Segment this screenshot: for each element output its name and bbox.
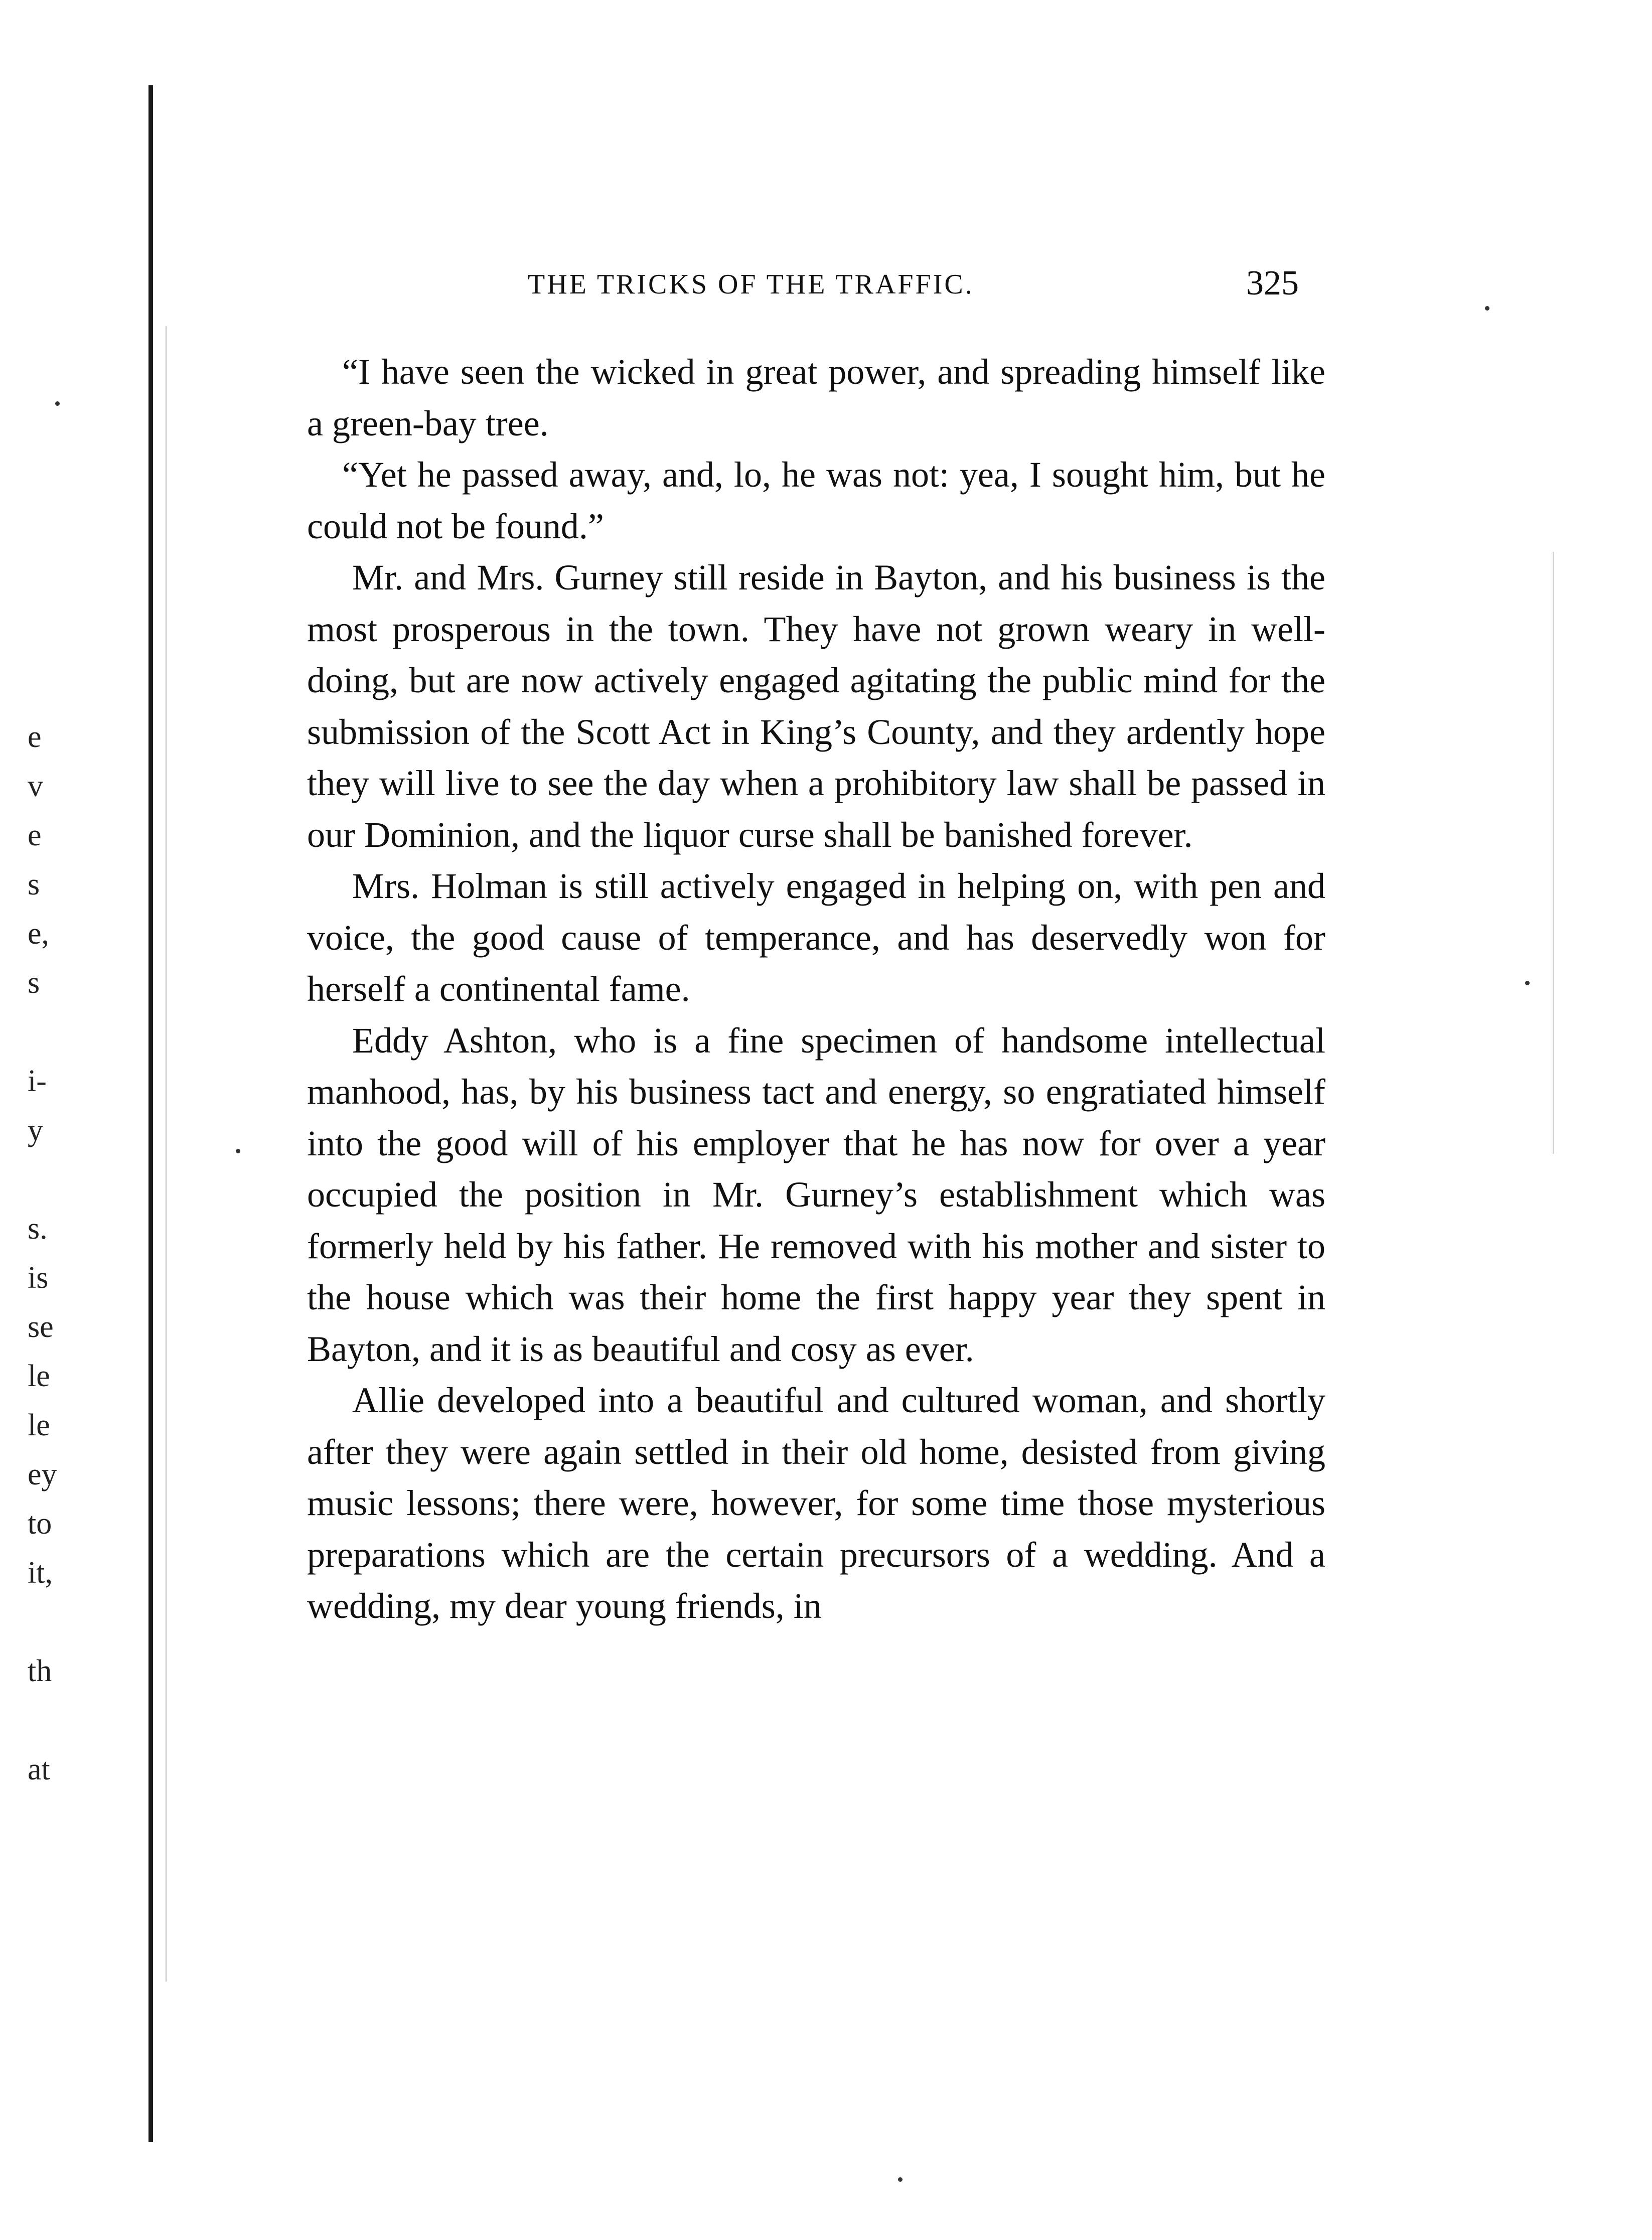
- bleed-line: e: [28, 818, 42, 852]
- bleed-line: ey: [28, 1457, 57, 1491]
- paragraph: “I have seen the wicked in great power, and spreading himself like a green-bay tree.: [307, 352, 1325, 443]
- bleed-line: le: [28, 1408, 50, 1442]
- scan-speck: [1525, 981, 1530, 985]
- facing-page-bleed-through: [28, 712, 128, 1794]
- scan-speck: [55, 401, 60, 406]
- bleed-line: [28, 1597, 128, 1647]
- bleed-line: [28, 1696, 128, 1745]
- right-edge-speckle: [1553, 552, 1554, 1154]
- bleed-line: e,: [28, 917, 50, 951]
- bleed-line: e: [28, 720, 42, 754]
- bleed-line: [28, 1155, 128, 1204]
- scan-speck: [236, 1149, 240, 1153]
- body-text: [307, 346, 1325, 1632]
- bleed-line: th: [28, 1654, 52, 1688]
- paragraph: Mrs. Holman is still actively engaged in helping on, with pen and voice, the good cause of temperance, and has deservedly won for herself a continental fame.: [307, 866, 1325, 1009]
- bleed-line: y: [28, 1113, 43, 1147]
- paragraph: “Yet he passed away, and, lo, he was not: yea, I sought him, but he could not be found.”: [307, 455, 1325, 546]
- bleed-line: [28, 1007, 128, 1057]
- bleed-line: le: [28, 1359, 50, 1393]
- bleed-line: s: [28, 867, 40, 902]
- paragraph: Mr. and Mrs. Gurney still reside in Bayton, and his business is the most prosperous in the town. They have not grown weary in well-doing, but are now actively engaged agitating the public mind for the submission of the Scott Act in King’s County, and they ardently hope they will live to see the day when a prohibitory law shall be passed in our Dominion, and the liquor curse shall be banished forever.: [307, 557, 1325, 855]
- page-number: 325: [1246, 264, 1299, 303]
- paragraph: Eddy Ashton, who is a fine specimen of handsome intellectual manhood, has, by his business tact and energy, so engratiated himself into the good will of his employer that he has now for over a year occupied the position in Mr. Gurney’s establishment which was formerly held by his father. He removed with his mother and sister to the house which was their home the first happy year they spent in Bayton, and it is as beautiful and cosy as ever.: [307, 1020, 1325, 1369]
- bleed-line: at: [28, 1752, 50, 1786]
- gutter-shadow-line: [166, 326, 167, 1982]
- bleed-line: i-: [28, 1064, 47, 1098]
- bleed-line: to: [28, 1507, 52, 1541]
- binding-edge-line: [148, 85, 153, 2142]
- bleed-line: it,: [28, 1556, 53, 1590]
- bleed-line: se: [28, 1310, 54, 1344]
- scan-speck: [1485, 306, 1489, 311]
- bleed-line: v: [28, 769, 43, 803]
- bleed-line: is: [28, 1261, 49, 1295]
- bleed-line: s.: [28, 1212, 48, 1246]
- page-header: [307, 264, 1310, 314]
- scan-speck: [898, 2177, 903, 2182]
- running-title: THE TRICKS OF THE TRAFFIC.: [528, 269, 974, 300]
- paragraph: Allie developed into a beautiful and cultured woman, and shortly after they were again settled in their old home, desisted from giving music lessons; there were, however, for some time those mysterious preparations which are the certain precursors of a wedding. And a wedding, my dear young friends, in: [307, 1380, 1325, 1626]
- bleed-line: s: [28, 966, 40, 1000]
